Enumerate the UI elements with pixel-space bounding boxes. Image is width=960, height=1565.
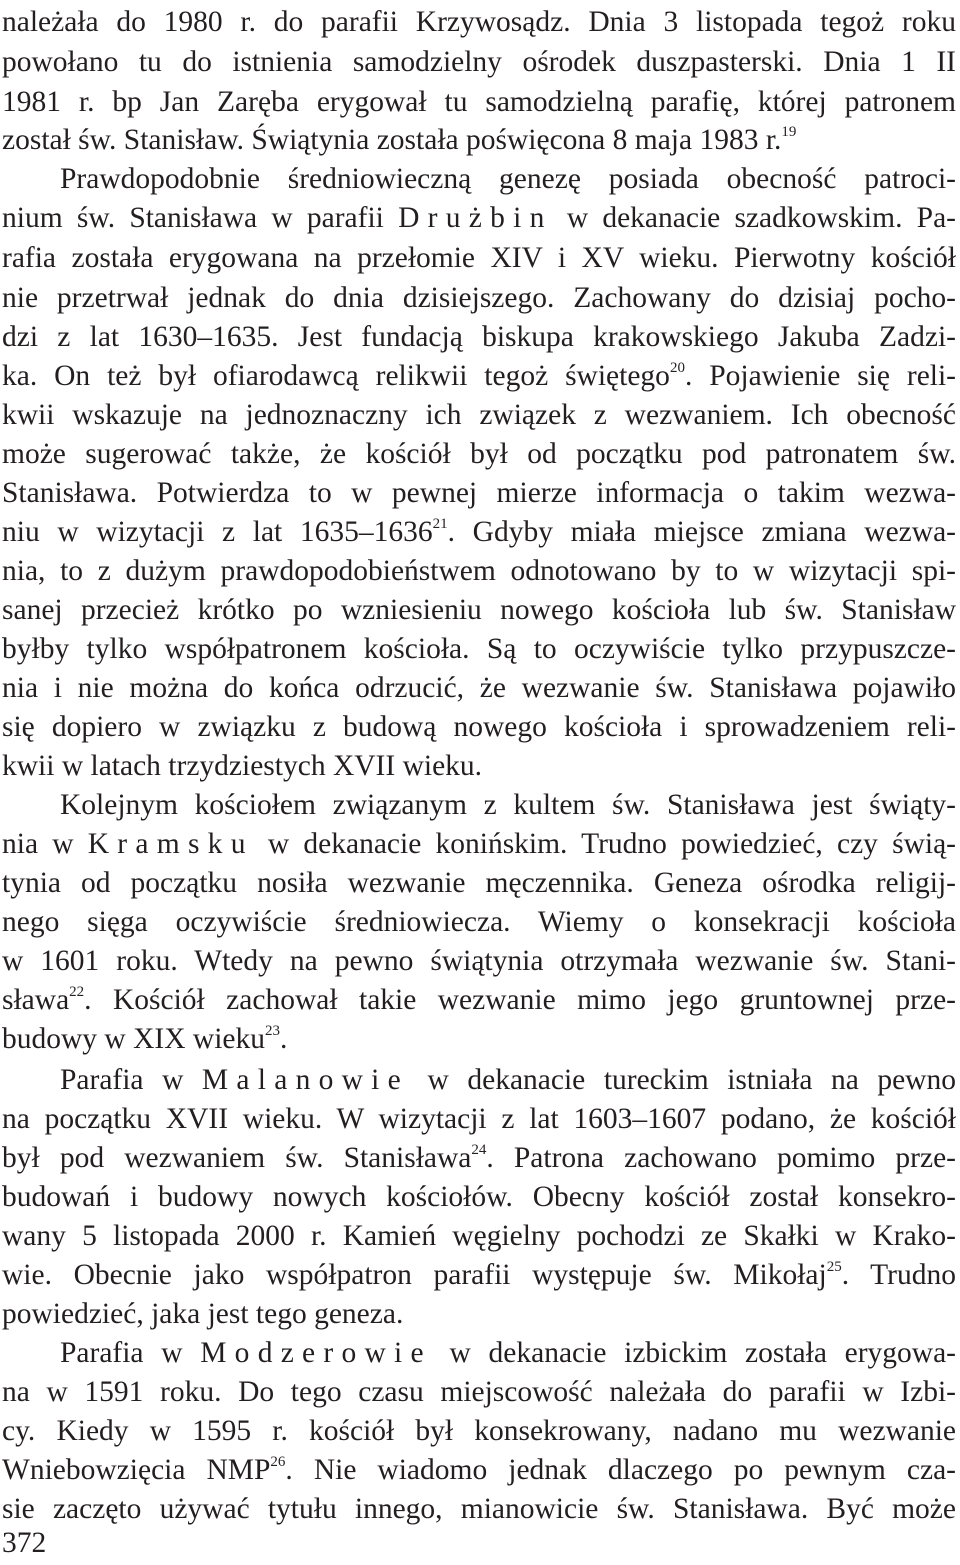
- text-line: [60, 1333, 956, 1373]
- text-line: powołano tu do istnienia samodzielny ośrodek duszpasterski. Dnia 1 II: [2, 46, 956, 78]
- text-line: [2, 356, 956, 396]
- text-line: Stanisława. Potwierdza to w pewnej mierze informacja o takim wezwa-: [2, 477, 956, 509]
- text-run: ka. On też był ofiarodawcą relikwii tegoż świętego: [2, 360, 670, 392]
- text-line: [2, 1019, 956, 1059]
- text-run: .: [280, 1023, 288, 1055]
- text-line: [2, 980, 956, 1020]
- text-run: został św. Stanisław. Świątynia została poświęcona 8 maja 1983 r.: [2, 124, 782, 156]
- text-line: kwii w latach trzydziestych XVII wieku.: [2, 750, 483, 782]
- text-run: . Gdyby miała miejsce zmiana wezwa-: [447, 516, 956, 548]
- place-name-spaced: Malanowie: [201, 1064, 409, 1096]
- text-run: . Pojawienie się reli-: [684, 360, 956, 392]
- text-run: nia w: [2, 828, 88, 860]
- text-run: sława: [2, 984, 70, 1016]
- text-run: nium św. Stanisława w parafii: [2, 202, 399, 234]
- text-line: 1981 r. bp Jan Zaręba erygował tu samodzielną parafię, której patronem: [2, 86, 956, 118]
- text-line: w 1601 roku. Wtedy na pewno świątynia otrzymała wezwanie św. Stani-: [2, 945, 956, 977]
- text-line: nego sięga oczywiście średniowiecza. Wiemy o konsekracji kościoła: [2, 906, 956, 938]
- text-run: był pod wezwaniem św. Stanisława: [2, 1142, 472, 1174]
- text-run: w dekanacie konińskim. Trudno powiedzieć, czy świą-: [253, 828, 957, 860]
- text-run: . Nie wiadomo jednak dlaczego po pewnym cza-: [285, 1454, 956, 1486]
- text-line: budowań i budowy nowych kościołów. Obecny kościół został konsekro-: [2, 1181, 956, 1213]
- text-run: Parafia w: [60, 1064, 202, 1096]
- footnote-ref: 21: [432, 516, 448, 532]
- footnote-ref: 20: [669, 360, 685, 376]
- text-line: [2, 1255, 956, 1295]
- text-line: tynia od początku nosiła wezwanie męczennika. Geneza ośrodka religij-: [2, 867, 956, 899]
- text-run: . Patrona zachowano pomimo prze-: [486, 1142, 956, 1174]
- footnote-ref: 25: [826, 1259, 842, 1275]
- page-number: 372: [2, 1527, 47, 1559]
- text-run: w dekanacie izbickim została erygowa-: [431, 1337, 956, 1369]
- text-line: nie przetrwał jednak do dnia dzisiejszego. Zachowany do dzisiaj pocho-: [2, 282, 956, 314]
- text-line: [2, 198, 956, 238]
- text-run: Wniebowzięcia NMP: [2, 1454, 271, 1486]
- text-run: . Kościół zachował takie wezwanie mimo jego gruntownej prze-: [84, 984, 956, 1016]
- text-line: wany 5 listopada 2000 r. Kamień węgielny pochodzi ze Skałki w Krako-: [2, 1220, 956, 1252]
- text-run: wie. Obecnie jako współpatron parafii występuje św. Mikołaj: [2, 1259, 827, 1291]
- footnote-ref: 22: [69, 984, 85, 1000]
- text-line: nia, to z dużym prawdopodobieństwem odnotowano by to w wizytacji spi-: [2, 555, 956, 587]
- text-line: nia i nie można do końca odrzucić, że wezwanie św. Stanisława pojawiło: [2, 672, 956, 704]
- place-name-spaced: Drużbin: [398, 202, 553, 234]
- text-line: cy. Kiedy w 1595 r. kościół był konsekrowany, nadano mu wezwanie: [2, 1415, 956, 1447]
- text-run: Parafia w: [60, 1337, 201, 1369]
- place-name-spaced: Kramsku: [87, 828, 254, 860]
- text-run: w dekanacie tureckim istniała na pewno: [408, 1064, 956, 1096]
- text-line: sie zaczęto używać tytułu innego, mianowicie św. Stanisława. Być może: [2, 1493, 956, 1525]
- text-line: [2, 120, 956, 160]
- text-line: [2, 1450, 956, 1490]
- footnote-ref: 26: [270, 1454, 286, 1470]
- text-line: może sugerować także, że kościół był od początku pod patronatem św.: [2, 438, 956, 470]
- text-line: rafia została erygowana na przełomie XIV i XV wieku. Pierwotny kościół: [2, 242, 956, 274]
- text-line: się dopiero w związku z budową nowego kościoła i sprowadzeniem reli-: [2, 711, 956, 743]
- text-line: Prawdopodobnie średniowieczną genezę posiada obecność patroci-: [60, 163, 956, 195]
- text-line: kwii wskazuje na jednoznaczny ich związek z wezwaniem. Ich obecność: [2, 399, 956, 431]
- text-line: powiedzieć, jaka jest tego geneza.: [2, 1298, 404, 1330]
- text-line: na w 1591 roku. Do tego czasu miejscowość należała do parafii w Izbi-: [2, 1376, 956, 1408]
- text-line: byłby tylko współpatronem kościoła. Są to oczywiście tylko przypuszcze-: [2, 633, 956, 665]
- text-line: należała do 1980 r. do parafii Krzywosądz. Dnia 3 listopada tegoż roku: [2, 6, 956, 38]
- text-line: [2, 824, 956, 864]
- text-line: [2, 512, 956, 552]
- footnote-ref: 23: [265, 1023, 281, 1039]
- text-line: [2, 1138, 956, 1178]
- place-name-spaced: Modzerowie: [200, 1337, 432, 1369]
- footnote-ref: 24: [471, 1142, 487, 1158]
- text-line: na początku XVII wieku. W wizytacji z lat 1603–1607 podano, że kościół: [2, 1103, 956, 1135]
- text-line: dzi z lat 1630–1635. Jest fundacją biskupa krakowskiego Jakuba Zadzi-: [2, 321, 956, 353]
- text-run: . Trudno: [841, 1259, 956, 1291]
- footnote-ref: 19: [781, 124, 797, 140]
- text-run: budowy w XIX wieku: [2, 1023, 266, 1055]
- text-line: sanej przecież krótko po wzniesieniu nowego kościoła lub św. Stanisław: [2, 594, 956, 626]
- text-line: Kolejnym kościołem związanym z kultem św. Stanisława jest świąty-: [60, 789, 956, 821]
- text-run: w dekanacie szadkowskim. Pa-: [552, 202, 956, 234]
- text-run: niu w wizytacji z lat 1635–1636: [2, 516, 433, 548]
- text-line: [60, 1060, 956, 1100]
